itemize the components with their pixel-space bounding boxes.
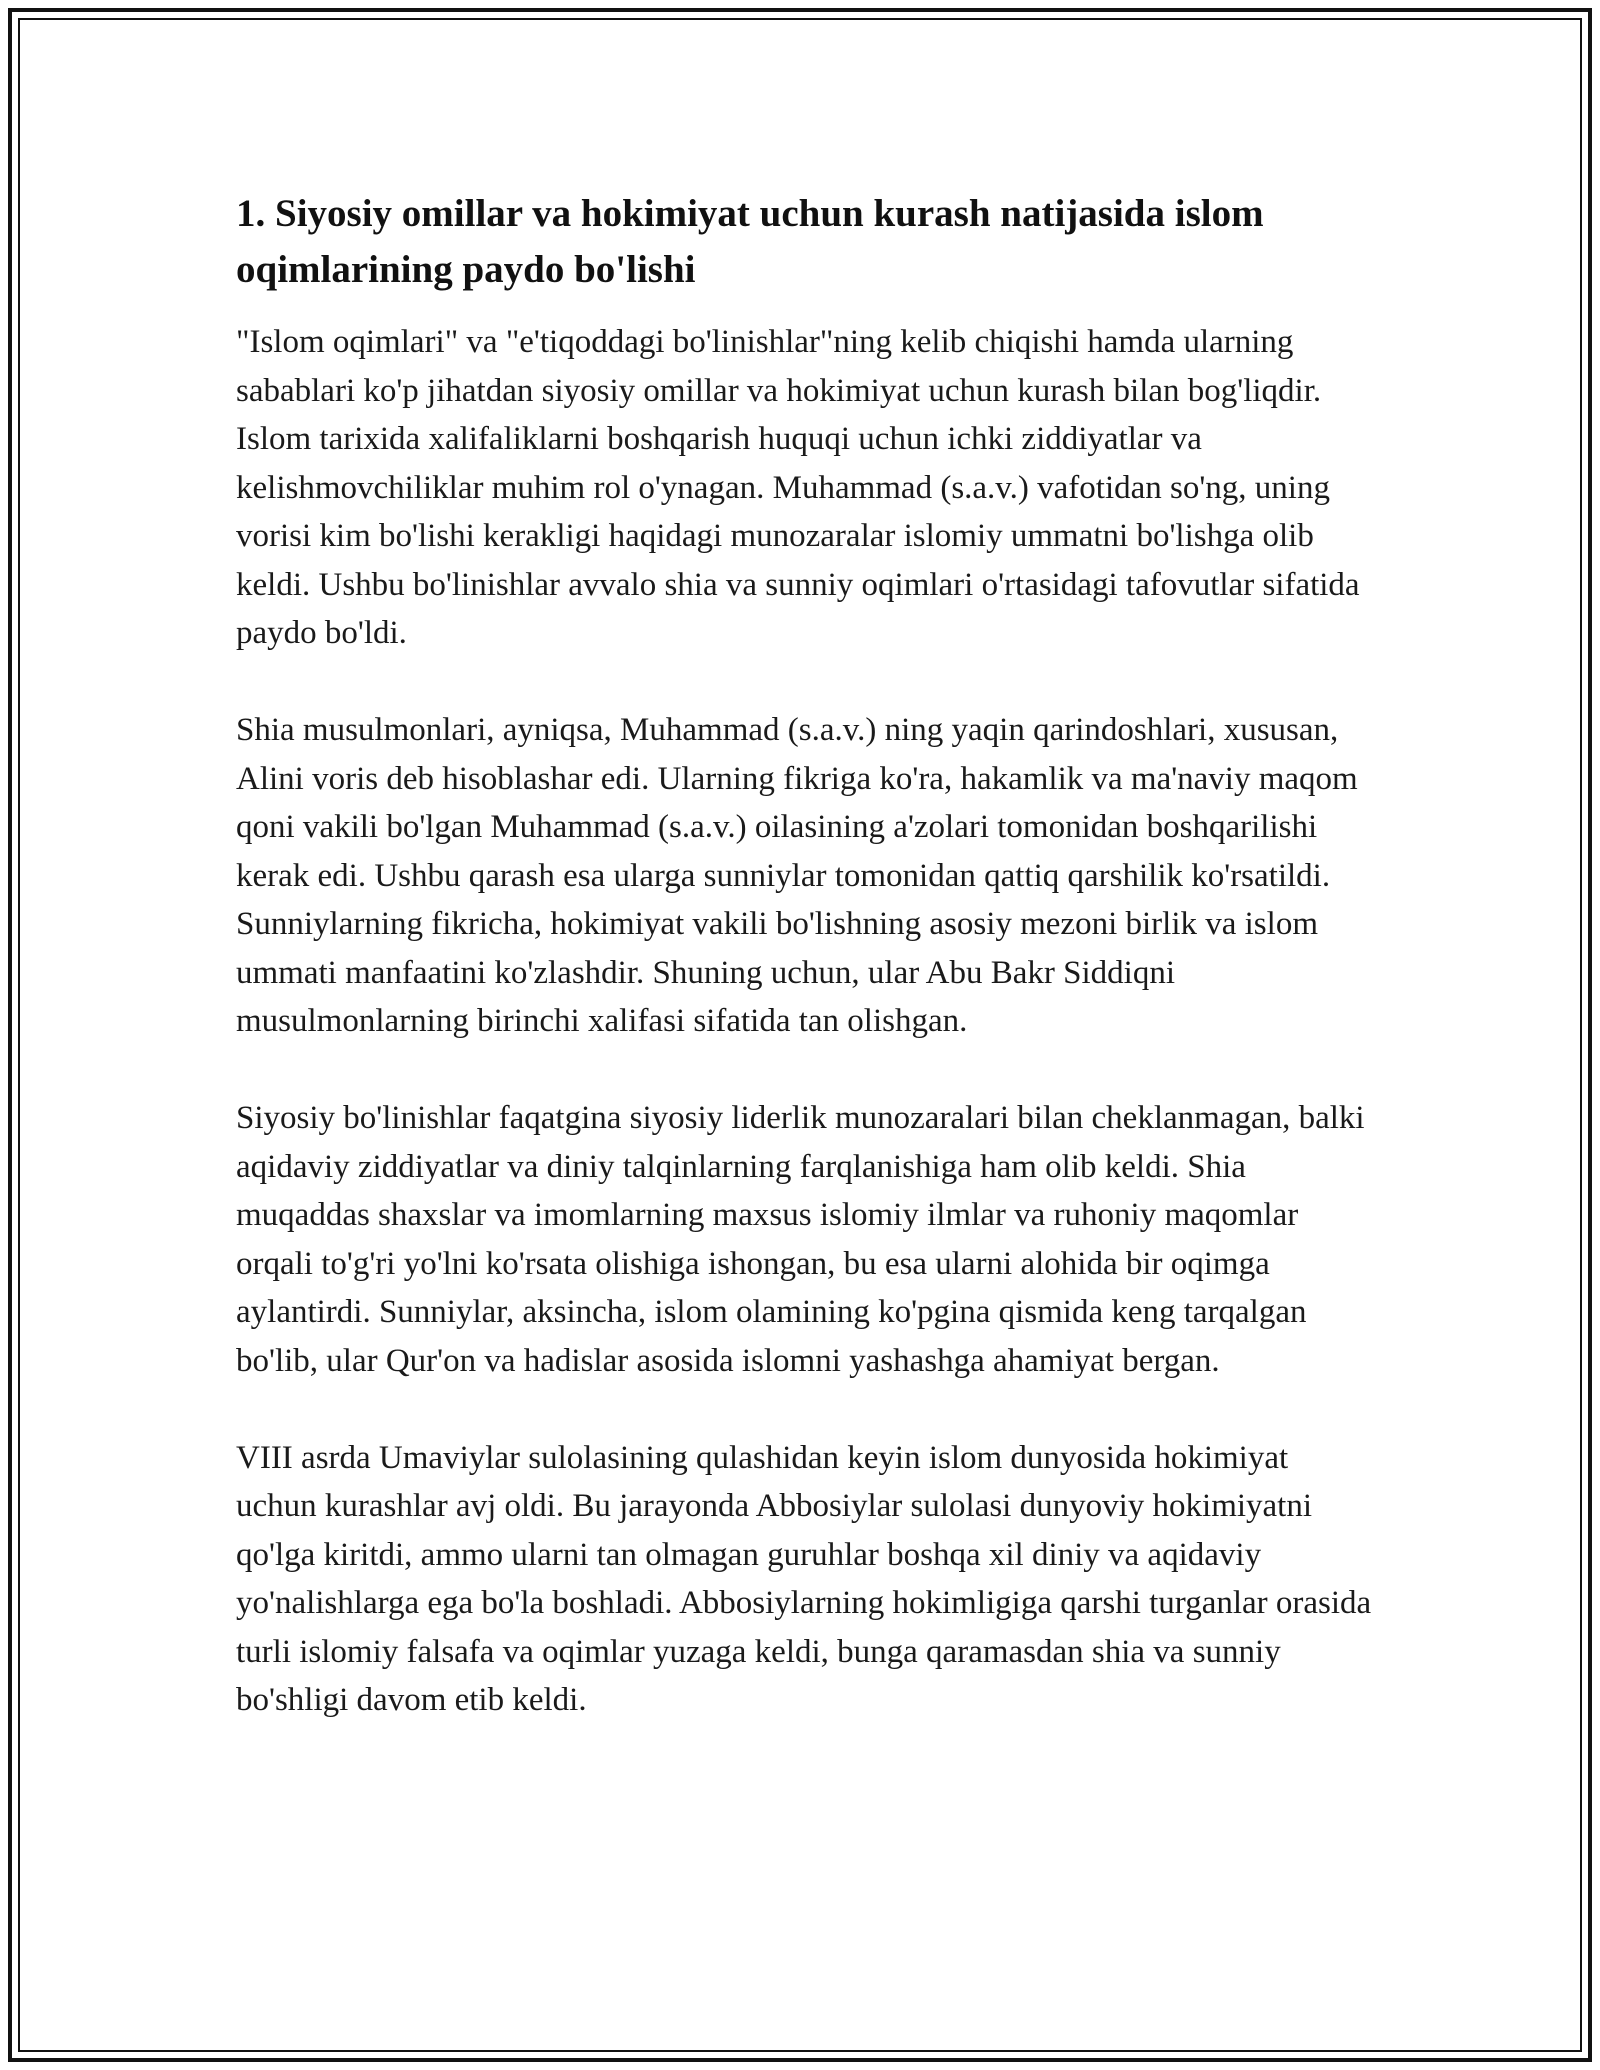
paragraph-1: "Islom oqimlari" va "e'tiqoddagi bo'linishlar"ning kelib chiqishi hamda ularning sabablari ko'p jihatdan siyosiy omillar va hokimiyat uchun kurash bilan bog'liqdir. Islom tarixida xalifaliklarni boshqarish huquqi uchun ichki ziddiyatlar va kelishmovchiliklar muhim rol o'ynagan. Muhammad (s.a.v.) vafotidan so'ng, uning vorisi kim bo'lishi kerakligi haqidagi munozaralar islomiy ummatni bo'lishga olib keldi. Ushbu bo'linishlar avvalo shia va sunniy oqimlari o'rtasidagi tafovutlar sifatida paydo bo'ldi. — [236, 324, 1360, 651]
section-heading: 1. Siyosiy omillar va hokimiyat uchun kurash natijasida islom oqimlarining paydo bo'lishi — [236, 192, 1264, 291]
paragraph-3: Siyosiy bo'linishlar faqatgina siyosiy liderlik munozaralari bilan cheklanmagan, balki aqidaviy ziddiyatlar va diniy talqinlarning farqlanishiga ham olib keldi. Shia muqaddas shaxslar va imomlarning maxsus islomiy ilmlar va ruhoniy maqomlar orqali to'g'ri yo'lni ko'rsata olishiga ishongan, bu esa ularni alohida bir oqimga aylantirdi. Sunniylar, aksincha, islom olamining ko'pgina qismida keng tarqalgan bo'lib, ular Qur'on va hadislar asosida islomni yashashga ahamiyat bergan. — [236, 1100, 1365, 1379]
paragraph-2: Shia musulmonlari, ayniqsa, Muhammad (s.a.v.) ning yaqin qarindoshlari, xususan, Alini voris deb hisoblashar edi. Ularning fikriga ko'ra, hakamlik va ma'naviy maqom qoni vakili bo'lgan Muhammad (s.a.v.) oilasining a'zolari tomonidan boshqarilishi kerak edi. Ushbu qarash esa ularga sunniylar tomonidan qattiq qarshilik ko'rsatildi. Sunniylarning fikricha, hokimiyat vakili bo'lishning asosiy mezoni birlik va islom ummati manfaatini ko'zlashdir. Shuning uchun, ular Abu Bakr Siddiqni musulmonlarning birinchi xalifasi sifatida tan olishgan. — [236, 712, 1358, 1039]
paragraph-4: VIII asrda Umaviylar sulolasining qulashidan keyin islom dunyosida hokimiyat uchun kurashlar avj oldi. Bu jarayonda Abbosiylar sulolasi dunyoviy hokimiyatni qo'lga kiritdi, ammo ularni tan olmagan guruhlar boshqa xil diniy va aqidaviy yo'nalishlarga ega bo'la boshladi. Abbosiylarning hokimligiga qarshi turganlar orasida turli islomiy falsafa va oqimlar yuzaga keldi, bunga qaramasdan shia va sunniy bo'shligi davom etib keldi. — [236, 1439, 1372, 1718]
document-body — [236, 186, 1376, 1773]
